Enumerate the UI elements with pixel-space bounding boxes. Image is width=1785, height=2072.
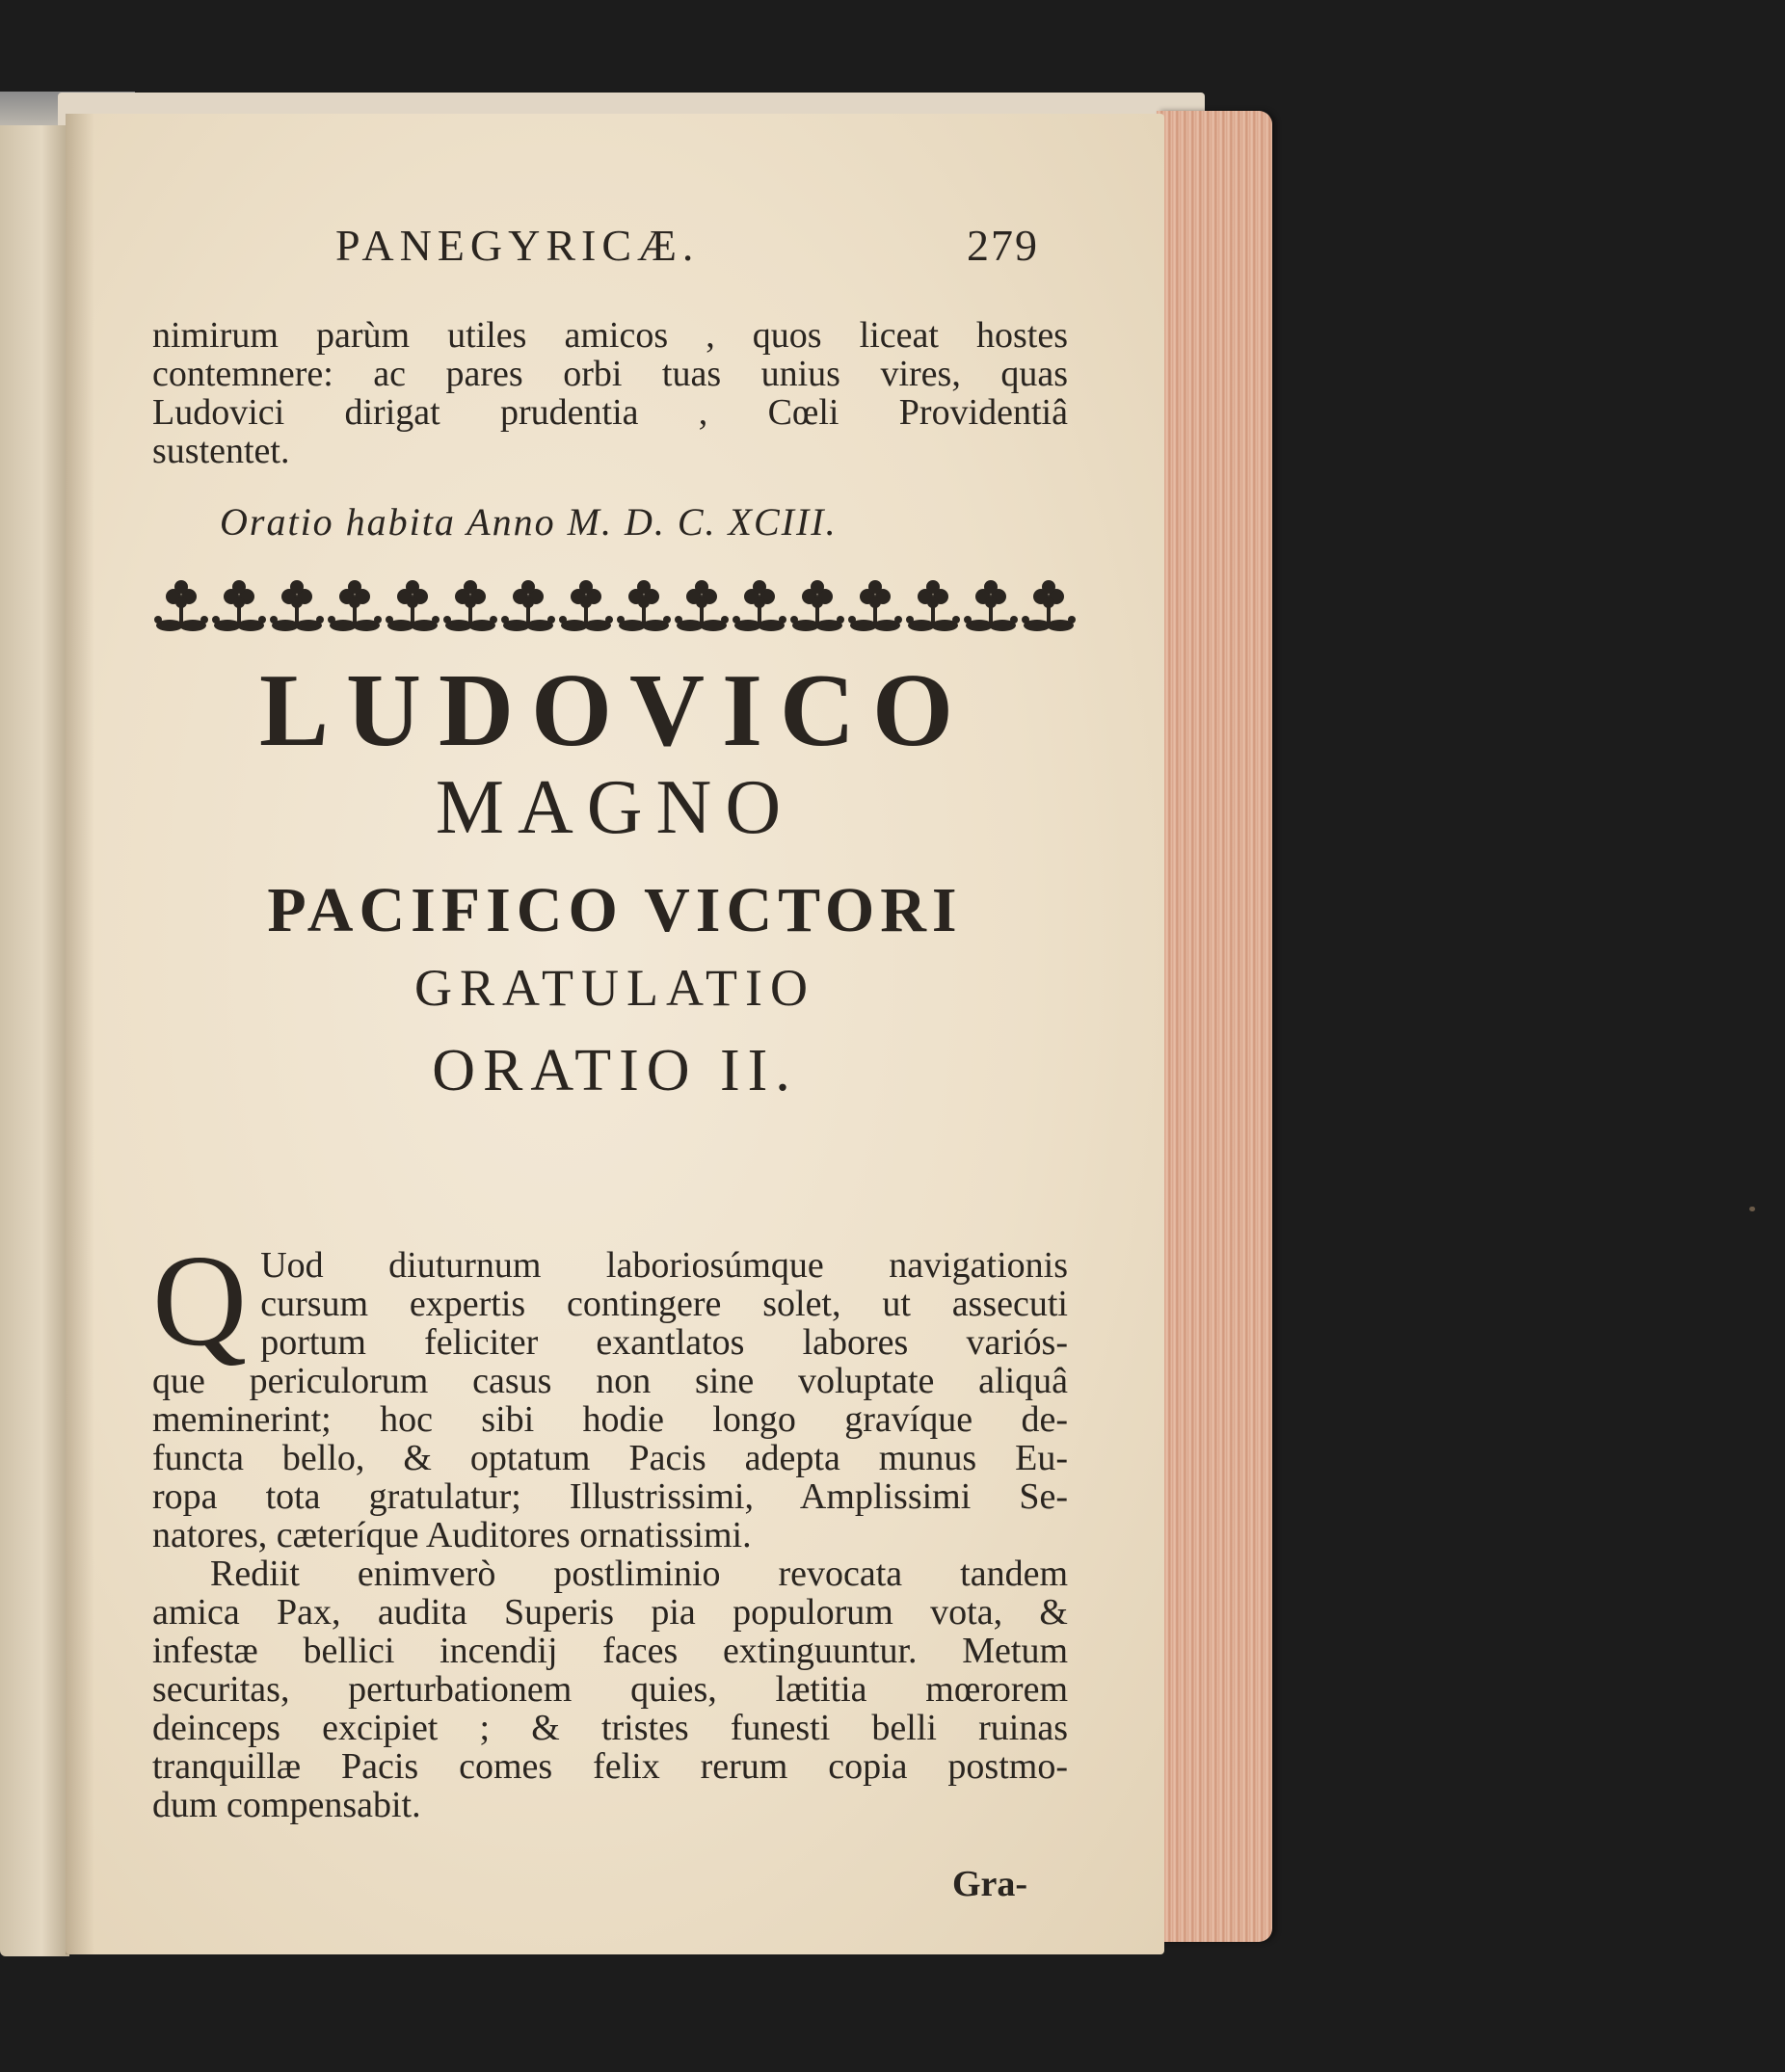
text-line: sustentet. xyxy=(152,431,290,471)
title-line-gratulatio: GRATULATIO xyxy=(414,959,815,1017)
fleuron-icon xyxy=(1022,580,1076,631)
fleuron-icon xyxy=(790,580,844,631)
fleuron-icon xyxy=(675,580,729,631)
fleuron-icon xyxy=(906,580,960,631)
oration-note: Oratio habita Anno M. D. C. XCIII. xyxy=(220,500,838,544)
title-line-pacifico-victori: PACIFICO VICTORI xyxy=(267,875,963,945)
fleuron-icon xyxy=(154,580,208,631)
fleuron-icon xyxy=(270,580,324,631)
title-line-oratio: ORATIO II. xyxy=(432,1038,798,1103)
running-head xyxy=(335,220,1068,287)
fleuron-icon xyxy=(964,580,1018,631)
text-line: amica Pax, audita Superis pia populorum vota, & xyxy=(152,1592,1068,1633)
page-block-edge xyxy=(1157,111,1272,1942)
text-line: deinceps excipiet ; & tristes funesti belli ruinas xyxy=(152,1708,1068,1748)
fleuron-icon xyxy=(212,580,266,631)
top-paragraph xyxy=(152,316,1068,470)
text-line: Rediit enimverò postliminio revocata tandem xyxy=(210,1554,1068,1594)
right-page xyxy=(66,114,1164,1954)
text-line: Uod diuturnum laboriosúmque navigationis xyxy=(260,1245,1068,1286)
text-line: ropa tota gratulatur; Illustrissimi, Amplissimi Se- xyxy=(152,1476,1068,1517)
text-line: natores, cæteríque Auditores ornatissimi. xyxy=(152,1515,752,1555)
text-line: functa bello, & optatum Pacis adepta munus Eu- xyxy=(152,1438,1068,1478)
page-number: 279 xyxy=(967,221,1039,270)
text-line: meminerint; hoc sibi hodie longo gravíque de- xyxy=(152,1399,1068,1440)
text-line: portum feliciter exantlatos labores variós- xyxy=(260,1322,1068,1363)
text-line: securitas, perturbationem quies, lætitia mœrorem xyxy=(152,1669,1068,1710)
text-line: nimirum parùm utiles amicos , quos liceat hostes xyxy=(152,315,1068,356)
left-page-edge xyxy=(0,125,69,1956)
fleuron-icon xyxy=(733,580,786,631)
title-line-ludovico: LUDOVICO xyxy=(258,653,972,768)
text-line: dum compensabit. xyxy=(152,1785,421,1825)
text-line: infestæ bellici incendij faces extinguuntur. Metum xyxy=(152,1631,1068,1671)
text-line: contemnere: ac pares orbi tuas unius vires, quas xyxy=(152,354,1068,394)
running-head-title: PANEGYRICÆ. xyxy=(335,221,700,270)
stray-mark xyxy=(1749,1207,1755,1211)
fleuron-icon xyxy=(559,580,613,631)
fleuron-icon xyxy=(328,580,382,631)
catchword: Gra- xyxy=(952,1864,1028,1904)
text-line: tranquillæ Pacis comes felix rerum copia postmo- xyxy=(152,1746,1068,1787)
text-line: que periculorum casus non sine voluptate aliquâ xyxy=(152,1361,1068,1401)
body-text xyxy=(152,1229,1068,1825)
gutter-shadow xyxy=(66,114,94,1954)
drop-cap: Q xyxy=(152,1229,248,1373)
fleuron-icon xyxy=(386,580,440,631)
title-line-magno: MAGNO xyxy=(435,765,795,850)
fleuron-icon xyxy=(443,580,497,631)
fleuron-icon xyxy=(501,580,555,631)
oration-title xyxy=(152,653,1078,1114)
fleuron-icon xyxy=(617,580,671,631)
text-line: cursum expertis contingere solet, ut assecuti xyxy=(260,1284,1068,1324)
text-line: Ludovici dirigat prudentia , Cœli Providentiâ xyxy=(152,392,1068,433)
fleuron-icon xyxy=(848,580,902,631)
fleuron-ornament-band xyxy=(152,576,1078,644)
